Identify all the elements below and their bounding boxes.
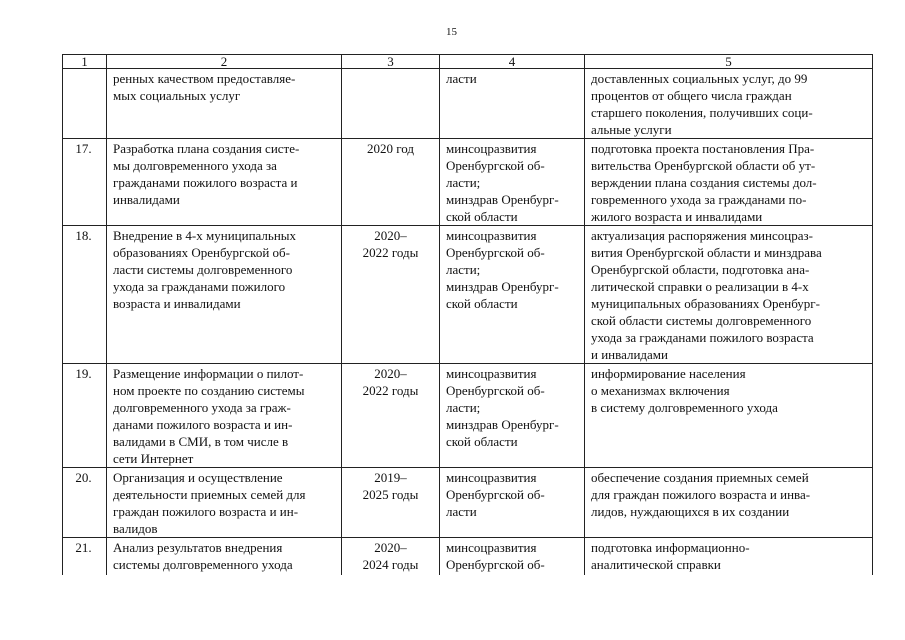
header-cell-2: 2 [107, 55, 342, 69]
activity-cell [107, 364, 342, 468]
text-line: ской области [446, 209, 518, 224]
text-line: валидами в СМИ, в том числе в [113, 434, 289, 449]
text-line: муниципальных образованиях Оренбург- [591, 296, 820, 311]
text-line: долговременного ухода за граж- [113, 400, 291, 415]
header-cell-4: 4 [440, 55, 585, 69]
text-line: ухода за гражданами пожилого [113, 279, 286, 294]
text-line: говременного ухода за гражданами по- [591, 192, 807, 207]
text-line: для граждан пожилого возраста и инва- [591, 487, 811, 502]
text-line: мы долговременного ухода за [113, 158, 277, 173]
text-line: ласти; [446, 175, 481, 190]
period-cell [342, 226, 440, 364]
text-line: минсоцразвития [446, 228, 537, 243]
text-line: Оренбургской об- [446, 487, 545, 502]
text-line: Оренбургской об- [446, 245, 545, 260]
text-line: валидов [113, 521, 158, 536]
result-cell [585, 364, 873, 468]
responsible-cell [440, 226, 585, 364]
text-line: данами пожилого возраста и ин- [113, 417, 293, 432]
text-line: аналитической справки [591, 557, 721, 572]
table-body [63, 55, 873, 576]
text-line: старшего поколения, получивших соци- [591, 105, 813, 120]
period-cell [342, 139, 440, 226]
period-cell [342, 364, 440, 468]
text-line: 2020– [374, 540, 407, 555]
text-line: ласти; [446, 262, 481, 277]
measures-table [62, 54, 873, 575]
row-number-cell: 21. [63, 538, 107, 576]
text-line: доставленных социальных услуг, до 99 [591, 71, 808, 86]
header-cell-5: 5 [585, 55, 873, 69]
text-line: 2022 годы [362, 245, 419, 260]
text-line: жилого возраста и инвалидами [591, 209, 763, 224]
text-line: Анализ результатов внедрения [113, 540, 283, 555]
text-line: о механизмах включения [591, 383, 730, 398]
text-line: 2020– [374, 366, 407, 381]
text-line: Оренбургской об- [446, 557, 545, 572]
text-line: Оренбургской об- [446, 383, 545, 398]
text-line: вительства Оренбургской области об ут- [591, 158, 816, 173]
text-line: сети Интернет [113, 451, 194, 466]
text-line: ской области системы долговременного [591, 313, 812, 328]
text-line: актуализация распоряжения минсоцраз- [591, 228, 813, 243]
text-line: деятельности приемных семей для [113, 487, 306, 502]
text-line: минсоцразвития [446, 540, 537, 555]
text-line: Разработка плана создания систе- [113, 141, 300, 156]
text-line: минздрав Оренбург- [446, 417, 559, 432]
activity-cell [107, 468, 342, 538]
text-line: ласти [446, 504, 477, 519]
result-cell [585, 139, 873, 226]
result-cell [585, 226, 873, 364]
text-line: информирование населения [591, 366, 746, 381]
period-cell [342, 538, 440, 576]
text-line: системы долговременного ухода [113, 557, 293, 572]
text-line: обеспечение создания приемных семей [591, 470, 809, 485]
activity-cell [107, 139, 342, 226]
text-line: Размещение информации о пилот- [113, 366, 304, 381]
text-line: 2020– [374, 228, 407, 243]
text-line: 2025 годы [362, 487, 419, 502]
responsible-cell [440, 69, 585, 139]
responsible-cell [440, 468, 585, 538]
text-line: процентов от общего числа граждан [591, 88, 792, 103]
text-line: 2022 годы [362, 383, 419, 398]
text-line: Внедрение в 4-х муниципальных [113, 228, 297, 243]
table-row [63, 364, 873, 468]
result-cell [585, 538, 873, 576]
text-line: Оренбургской области, подготовка ана- [591, 262, 810, 277]
text-line: 2020 год [367, 141, 414, 156]
text-line: минсоцразвития [446, 470, 537, 485]
text-line: ласти [446, 71, 477, 86]
text-line: лидов, нуждающихся в их создании [591, 504, 790, 519]
responsible-cell [440, 364, 585, 468]
text-line: 2019– [374, 470, 407, 485]
text-line: подготовка проекта постановления Пра- [591, 141, 815, 156]
text-line: в систему долговременного ухода [591, 400, 778, 415]
activity-cell [107, 69, 342, 139]
text-line: Оренбургской об- [446, 158, 545, 173]
row-number-cell: 20. [63, 468, 107, 538]
text-line: ской области [446, 296, 518, 311]
row-number-cell: 17. [63, 139, 107, 226]
header-cell-3: 3 [342, 55, 440, 69]
page-number: 15 [446, 26, 457, 38]
text-line: образованиях Оренбургской об- [113, 245, 290, 260]
text-line: инвалидами [113, 192, 180, 207]
text-line: мых социальных услуг [113, 88, 241, 103]
text-line: минсоцразвития [446, 366, 537, 381]
table-row [63, 468, 873, 538]
text-line: и инвалидами [591, 347, 668, 362]
responsible-cell [440, 139, 585, 226]
text-line: литической справки о реализации в 4-х [591, 279, 809, 294]
period-cell [342, 468, 440, 538]
result-cell [585, 69, 873, 139]
row-number-cell: 19. [63, 364, 107, 468]
text-line: гражданами пожилого возраста и [113, 175, 298, 190]
text-line: верждении плана создания системы дол- [591, 175, 817, 190]
text-line: альные услуги [591, 122, 672, 137]
text-line: возраста и инвалидами [113, 296, 241, 311]
text-line: вития Оренбургской области и минздрава [591, 245, 822, 260]
table-row [63, 69, 873, 139]
text-line: Организация и осуществление [113, 470, 283, 485]
table-row [63, 139, 873, 226]
responsible-cell [440, 538, 585, 576]
text-line: минздрав Оренбург- [446, 192, 559, 207]
header-row [63, 55, 873, 69]
period-cell [342, 69, 440, 139]
text-line: ласти; [446, 400, 481, 415]
text-line: ренных качеством предоставляе- [113, 71, 296, 86]
row-number-cell [63, 69, 107, 139]
activity-cell [107, 538, 342, 576]
result-cell [585, 468, 873, 538]
row-number-cell: 18. [63, 226, 107, 364]
text-line: 2024 годы [362, 557, 419, 572]
text-line: ласти системы долговременного [113, 262, 293, 277]
text-line: ном проекте по созданию системы [113, 383, 305, 398]
activity-cell [107, 226, 342, 364]
table-row [63, 226, 873, 364]
text-line: подготовка информационно- [591, 540, 750, 555]
text-line: ской области [446, 434, 518, 449]
text-line: минсоцразвития [446, 141, 537, 156]
text-line: граждан пожилого возраста и ин- [113, 504, 299, 519]
text-line: минздрав Оренбург- [446, 279, 559, 294]
header-cell-1: 1 [63, 55, 107, 69]
table-row [63, 538, 873, 576]
text-line: ухода за гражданами пожилого возраста [591, 330, 814, 345]
